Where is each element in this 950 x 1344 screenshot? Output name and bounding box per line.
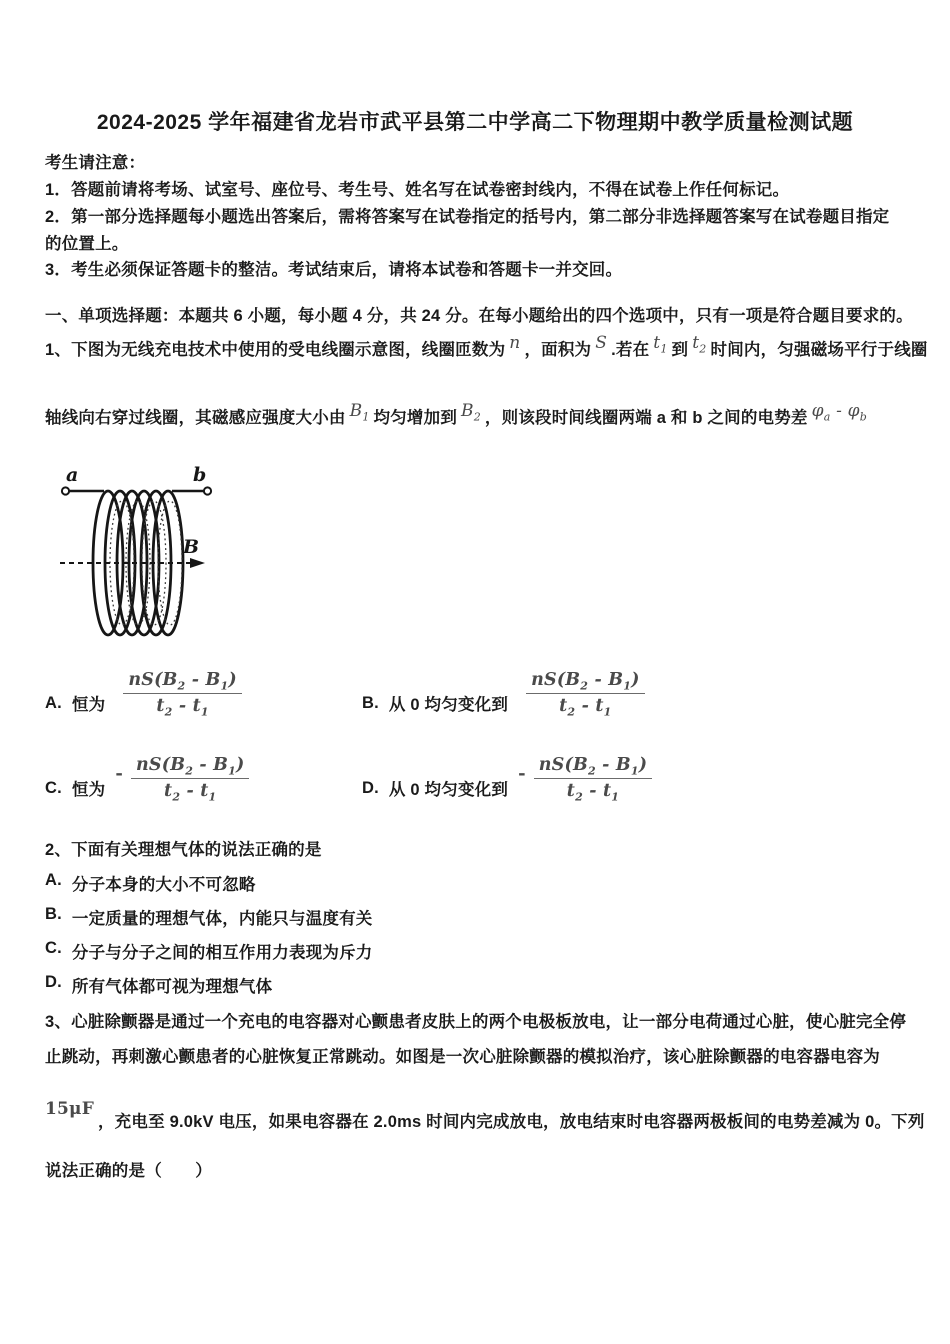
option-label: B. bbox=[45, 905, 62, 923]
coil-terminal-a-label: a bbox=[66, 464, 79, 486]
question-3-stem-line-2: 止跳动，再刺激心颤患者的心脏恢复正常跳动。如图是一次心脏除颤器的模拟治疗，该心脏除颤器的电容器电容为 bbox=[45, 1048, 880, 1066]
notice-item-2-line-1: 2．第一部分选择题每小题选出答案后，需将答案写在试卷指定的括号内，第二部分非选择题答案写在试卷题目指定 bbox=[45, 208, 890, 226]
q1-text-segment: 轴线向右穿过线圈，其磁感应强度大小由 bbox=[45, 409, 346, 427]
q2-option-c bbox=[45, 939, 373, 963]
option-text: 恒为 bbox=[71, 696, 106, 714]
fraction-denominator: $t_2 - t_1$ bbox=[164, 780, 217, 803]
q1-text-segment: 到 bbox=[671, 341, 689, 359]
fraction-numerator: $nS(B_2 - B_1)$ bbox=[131, 754, 249, 779]
magnetic-field-label: B bbox=[183, 536, 200, 558]
option-formula-fraction bbox=[123, 669, 241, 718]
terminal-b-circle bbox=[204, 487, 211, 494]
q3-text-segment: ，充电至 9.0kV 电压，如果电容器在 2.0ms 时间内完成放电，放电结束时电容器两极板间的电势差减为 0。下列 bbox=[97, 1113, 925, 1131]
inline-math-B1: $B_1$ bbox=[349, 401, 370, 424]
terminal-a-circle bbox=[62, 487, 69, 494]
q1-text-segment: ，则该段时间线圈两端 a 和 b 之间的电势差 bbox=[484, 409, 808, 427]
fraction-denominator: $t_2 - t_1$ bbox=[156, 695, 209, 718]
option-label: D. bbox=[362, 778, 379, 797]
q1-text-segment: 时间内，匀强磁场平行于线圈 bbox=[710, 341, 928, 359]
notice-item-2-line-2: 的位置上。 bbox=[45, 235, 129, 253]
option-text: 恒为 bbox=[71, 781, 106, 799]
exam-title: 2024-2025 学年福建省龙岩市武平县第二中学高二下物理期中教学质量检测试题 bbox=[96, 111, 854, 134]
notice-item-1: 1．答题前请将考场、试室号、座位号、考生号、姓名写在试卷密封线内，不得在试卷上作任何标记。 bbox=[45, 181, 790, 199]
notice-heading: 考生请注意： bbox=[45, 154, 146, 172]
inline-math-S: S bbox=[595, 333, 608, 353]
option-text: 一定质量的理想气体，内能只与温度有关 bbox=[71, 910, 373, 928]
q1-text-segment: ，面积为 bbox=[524, 341, 592, 359]
section-1-heading: 一、单项选择题：本题共 6 小题，每小题 4 分，共 24 分。在每小题给出的四个选项中，只有一项是符合题目要求的。 bbox=[45, 307, 913, 325]
option-label: A. bbox=[45, 693, 62, 712]
question-3-stem-line-3 bbox=[45, 1099, 925, 1132]
option-text: 所有气体都可视为理想气体 bbox=[71, 978, 273, 996]
fraction-denominator: $t_2 - t_1$ bbox=[559, 695, 612, 718]
q1-option-d bbox=[362, 749, 652, 807]
notice-item-3: 3．考生必须保证答题卡的整洁。考试结束后，请将本试卷和答题卡一并交回。 bbox=[45, 261, 623, 279]
option-label: B. bbox=[362, 693, 379, 712]
option-text: 分子与分子之间的相互作用力表现为斥力 bbox=[71, 944, 373, 962]
inline-math-n: n bbox=[509, 333, 521, 353]
coil-figure bbox=[58, 464, 218, 642]
fraction-sign: - bbox=[115, 762, 123, 784]
option-label: A. bbox=[45, 871, 62, 889]
coil-terminal-b-label: b bbox=[193, 464, 207, 486]
question-3-stem-line-4: 说法正确的是（ ） bbox=[45, 1162, 212, 1180]
fraction-numerator: $nS(B_2 - B_1)$ bbox=[534, 754, 652, 779]
q1-option-b bbox=[362, 664, 645, 722]
fraction-denominator: $t_2 - t_1$ bbox=[566, 780, 620, 803]
option-formula-fraction bbox=[131, 754, 249, 803]
option-text: 从 0 均匀变化到 bbox=[388, 781, 509, 799]
field-arrowhead bbox=[190, 558, 205, 568]
option-label: C. bbox=[45, 939, 62, 957]
q1-option-a bbox=[45, 664, 242, 722]
question-3-stem-line-1: 3、心脏除颤器是通过一个充电的电容器对心颤患者皮肤上的两个电极板放电，让一部分电荷通过心脏，使心脏完全停 bbox=[45, 1013, 907, 1031]
question-1-stem-line-2 bbox=[45, 401, 871, 428]
inline-math-t2: $t_2$ bbox=[692, 333, 707, 356]
inline-math-phi-a-minus-phi-b: $\varphi_a - \varphi_b$ bbox=[811, 401, 868, 424]
q1-text-segment: 均匀增加到 bbox=[373, 409, 458, 427]
q2-option-d bbox=[45, 973, 272, 997]
fraction-sign: - bbox=[518, 762, 526, 784]
q2-option-b bbox=[45, 905, 373, 929]
q1-text-segment: .若在 bbox=[611, 341, 650, 359]
inline-math-capacitance: 15μF bbox=[45, 1099, 94, 1119]
question-2-stem: 2、下面有关理想气体的说法正确的是 bbox=[45, 841, 322, 859]
option-label: C. bbox=[45, 778, 62, 797]
option-label: D. bbox=[45, 973, 62, 991]
option-formula-fraction bbox=[534, 754, 652, 803]
option-text: 分子本身的大小不可忽略 bbox=[71, 876, 256, 894]
q1-option-c bbox=[45, 749, 249, 807]
option-formula-fraction bbox=[526, 669, 644, 718]
inline-math-B2: $B_2$ bbox=[461, 401, 481, 424]
fraction-numerator: $nS(B_2 - B_1)$ bbox=[123, 669, 241, 694]
q2-option-a bbox=[45, 871, 256, 895]
inline-math-t1: $t_1$ bbox=[653, 333, 668, 356]
question-1-stem-line-1 bbox=[45, 333, 928, 360]
q1-text-segment: 1、下图为无线充电技术中使用的受电线圈示意图，线圈匝数为 bbox=[45, 341, 506, 359]
fraction-numerator: $nS(B_2 - B_1)$ bbox=[526, 669, 644, 694]
option-text: 从 0 均匀变化到 bbox=[388, 696, 509, 714]
